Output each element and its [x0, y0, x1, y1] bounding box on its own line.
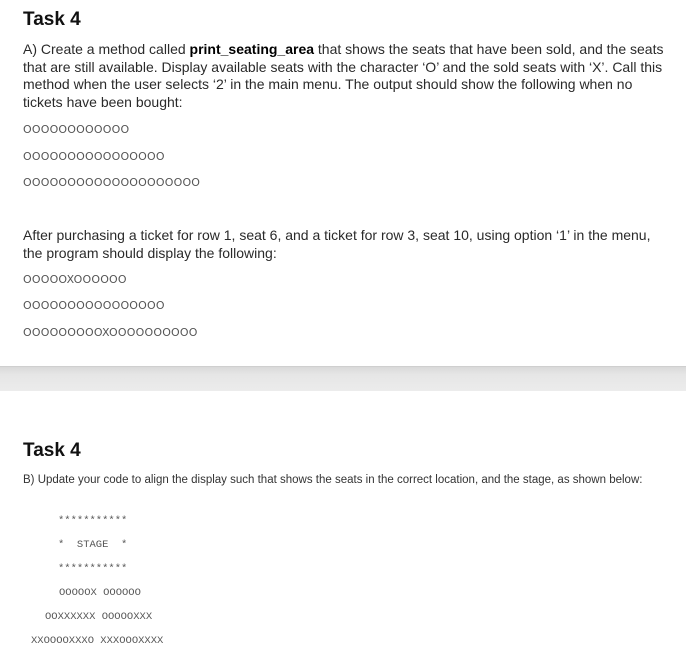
description-suffix: that shows the seats that have been sold, and the seats that are still available. Display available seats with the character ‘O’ and the sold seats with ‘X’. Call this method when the user selects ‘2’ in the main menu. The output should show the following when no tickets have been bought:: [23, 41, 664, 110]
aligned-seat-row-1: OOOOOX OOOOOO: [59, 587, 141, 599]
after-purchase-description: After purchasing a ticket for row 1, seat 6, and a ticket for row 3, seat 10, using option ‘1’ in the menu, the program should display the following:: [23, 227, 651, 261]
task-card-b: [0, 391, 686, 669]
seat-row-initial-3: OOOOOOOOOOOOOOOOOOOO: [23, 176, 201, 189]
description-prefix: A) Create a method called: [23, 41, 190, 57]
seat-row-after-3: OOOOOOOOOXOOOOOOOOOO: [23, 326, 198, 339]
card-separator: [0, 366, 686, 392]
task-title: Task 4: [23, 440, 81, 461]
stage-label: * STAGE *: [58, 539, 128, 551]
seat-row-after-2: OOOOOOOOOOOOOOOO: [23, 299, 165, 312]
seat-row-initial-1: OOOOOOOOOOOO: [23, 123, 130, 136]
stage-border-top: ***********: [58, 515, 128, 527]
seat-row-after-1: OOOOOXOOOOOO: [23, 273, 127, 286]
task-b-description: B) Update your code to align the display such that shows the seats in the correct location, and the stage, as shown below:: [23, 474, 643, 486]
aligned-seat-row-2: OOXXXXXX OOOOOXXX: [45, 611, 153, 623]
task-title: Task 4: [23, 9, 81, 30]
method-name: print_seating_area: [189, 41, 315, 57]
task-a-description: [23, 41, 668, 111]
aligned-seat-row-3: XXOOOOXXXO XXXOOOXXXX: [31, 635, 164, 647]
seat-row-initial-2: OOOOOOOOOOOOOOOO: [23, 150, 165, 163]
stage-border-bottom: ***********: [58, 563, 128, 575]
